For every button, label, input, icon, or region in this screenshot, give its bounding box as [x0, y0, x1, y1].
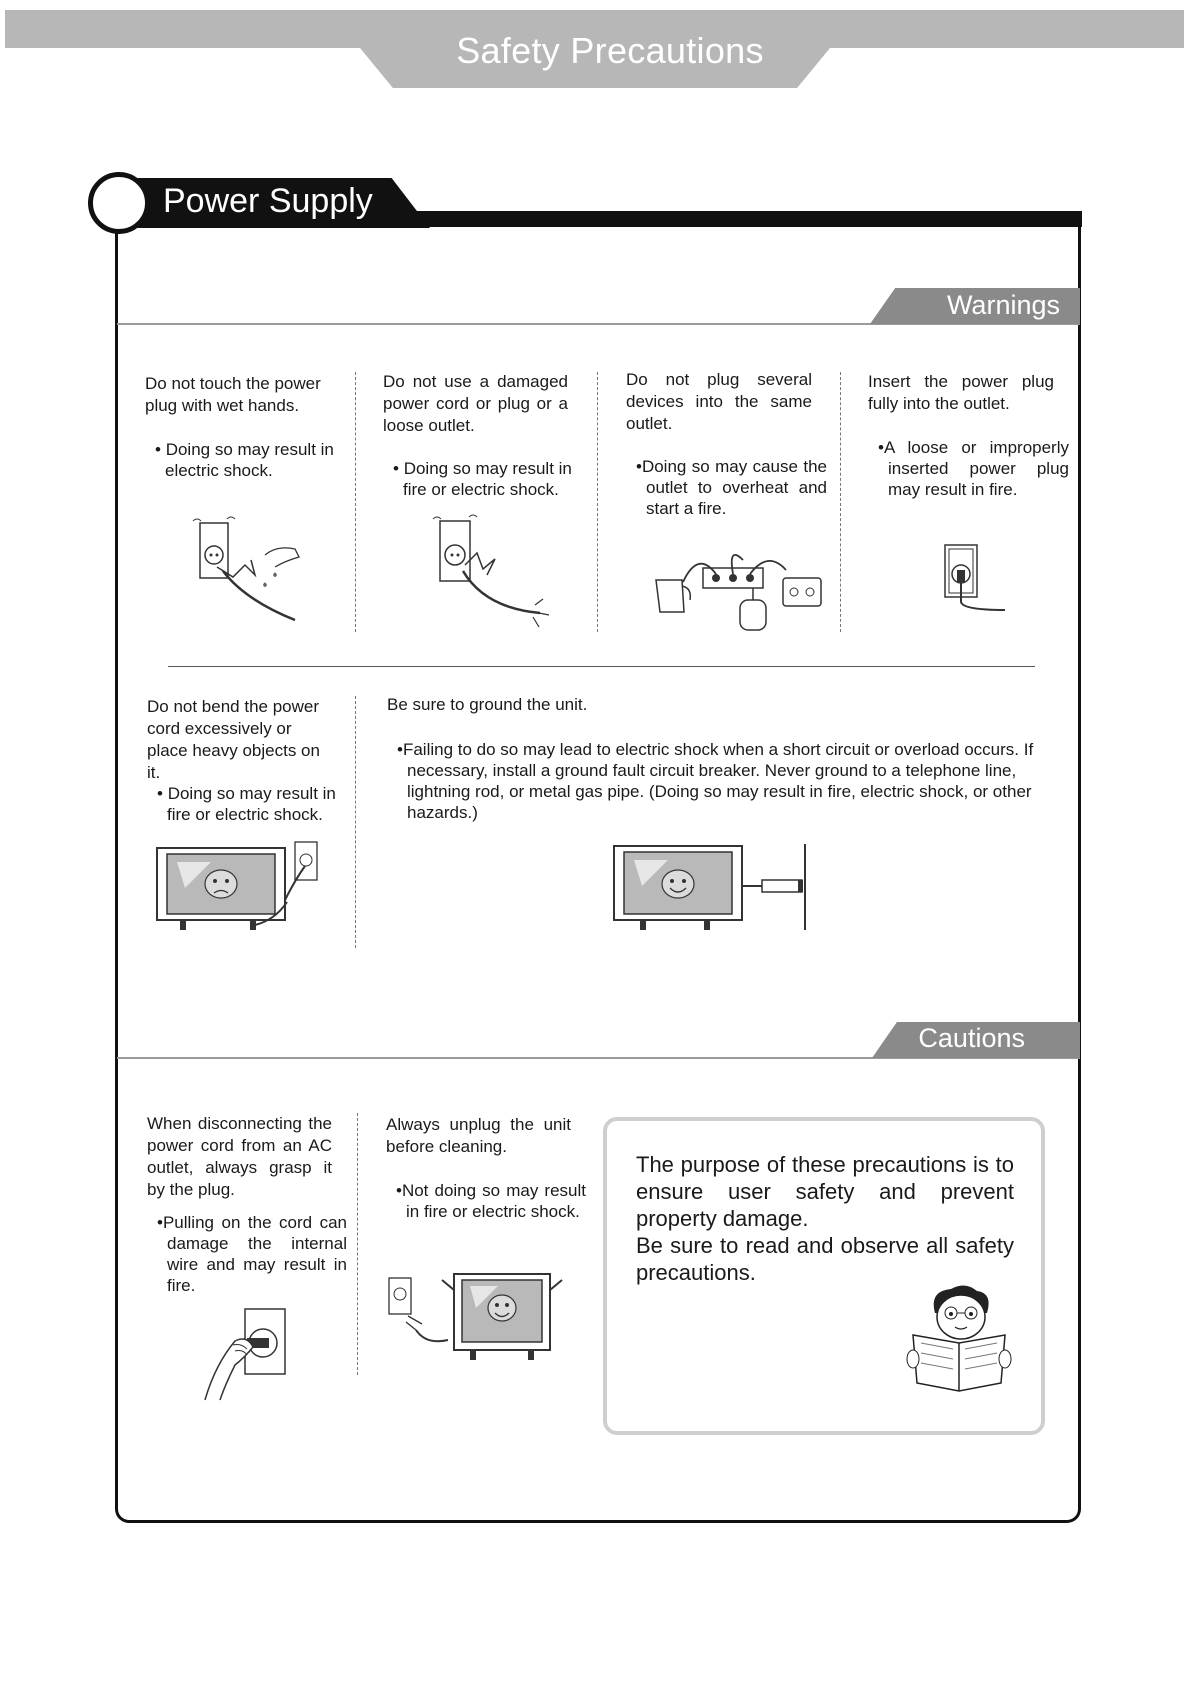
- tv-grounded-illustration: [612, 840, 812, 935]
- warning-1-bullet: • Doing so may result in electric shock.: [155, 440, 334, 480]
- warning-4-bullet: •A loose or improperly inserted power plug may result in fire.: [878, 438, 1069, 499]
- warning-1-heading: Do not touch the power plug with wet hands.: [145, 374, 321, 415]
- tv-unplug-illustration: [386, 1270, 576, 1370]
- reading-person-illustration: [905, 1283, 1015, 1395]
- caution-2-bullet: •Not doing so may result in fire or electric shock.: [396, 1181, 586, 1221]
- warning-3-heading: Do not plug several devices into the same outlet.: [626, 370, 812, 433]
- hand-grasp-plug-illustration: [195, 1305, 295, 1405]
- notice-text: [636, 1151, 1014, 1286]
- overloaded-outlet-illustration: [648, 540, 828, 640]
- warning-6-bullet: •Failing to do so may lead to electric shock when a short circuit or overload occurs. If necessary, install a ground fault circuit breaker. Never ground to a telephone line, lightning rod, or metal gas pipe. (Doing so may result in fire, electric shock, or other hazards.): [397, 740, 1034, 822]
- warnings-row-divider: [168, 666, 1035, 667]
- column-separator: [355, 696, 356, 948]
- column-separator: [597, 372, 598, 632]
- warning-2-bullet: • Doing so may result in fire or electric shock.: [393, 459, 572, 499]
- notice-line-2: Be sure to read and observe all safety precautions.: [636, 1233, 1014, 1285]
- plug-inserted-illustration: [940, 540, 1010, 620]
- warning-3-bullet: •Doing so may cause the outlet to overheat and start a fire.: [636, 457, 827, 518]
- warnings-label: Warnings: [946, 290, 1060, 320]
- section-header-bar: [400, 211, 1082, 227]
- section-title: Power Supply: [163, 182, 373, 220]
- tv-bent-cord-illustration: [155, 840, 325, 935]
- column-separator: [840, 372, 841, 632]
- warning-5-bullet: • Doing so may result in fire or electric shock.: [157, 784, 336, 824]
- wet-hand-plug-illustration: [185, 515, 315, 625]
- caution-2-heading: Always unplug the unit before cleaning.: [386, 1115, 571, 1156]
- damaged-cord-illustration: [425, 513, 560, 633]
- warning-2-heading: Do not use a damaged power cord or plug or a loose outlet.: [383, 372, 568, 435]
- warning-5-heading: Do not bend the power cord excessively or place heavy objects on it.: [147, 697, 320, 782]
- warning-4-heading: Insert the power plug fully into the outlet.: [868, 372, 1054, 413]
- section-bullet-circle: [88, 172, 150, 234]
- page-title: Safety Precautions: [456, 30, 764, 71]
- column-separator: [357, 1113, 358, 1375]
- column-separator: [355, 372, 356, 632]
- warning-6-heading: Be sure to ground the unit.: [387, 695, 588, 714]
- caution-1-bullet: •Pulling on the cord can damage the internal wire and may result in fire.: [157, 1213, 347, 1295]
- caution-1-heading: When disconnecting the power cord from an AC outlet, always grasp it by the plug.: [147, 1114, 332, 1199]
- notice-line-1: The purpose of these precautions is to ensure user safety and prevent property damage.: [636, 1152, 1014, 1231]
- cautions-label: Cautions: [918, 1023, 1025, 1053]
